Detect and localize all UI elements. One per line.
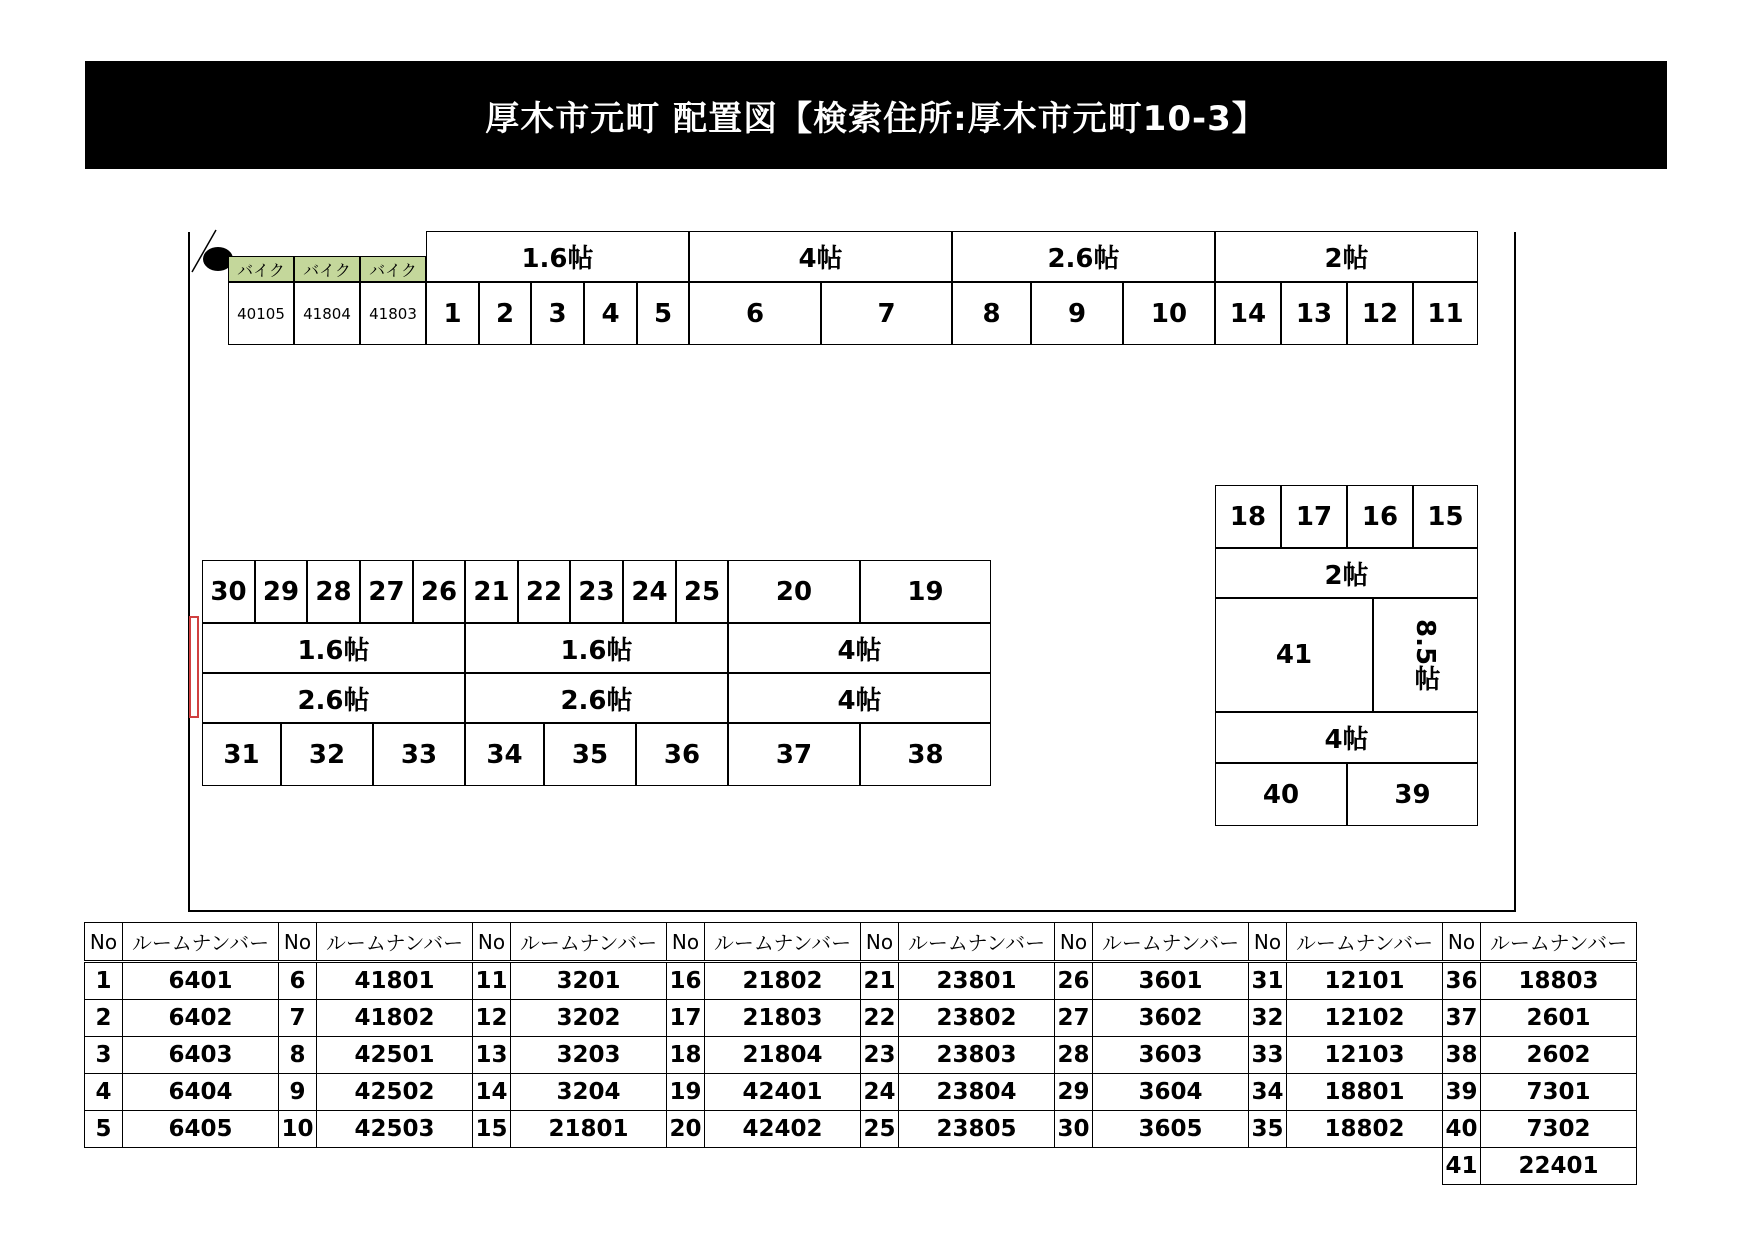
unit-cell[interactable]: 14 xyxy=(1215,282,1281,345)
table-row xyxy=(85,1000,1637,1037)
cell-no: 35 xyxy=(1249,1111,1287,1148)
cell-no: 13 xyxy=(473,1037,511,1074)
size-label: 4帖 xyxy=(1215,712,1478,763)
unit-cell[interactable]: 7 xyxy=(821,282,952,345)
cell-room-number: 7301 xyxy=(1481,1074,1637,1111)
header-room-number: ルームナンバー xyxy=(899,923,1055,962)
cell-no: 29 xyxy=(1055,1074,1093,1111)
cell-no: 27 xyxy=(1055,1000,1093,1037)
unit-cell[interactable]: 6 xyxy=(689,282,821,345)
unit-cell[interactable]: 31 xyxy=(202,723,281,786)
unit-cell[interactable]: 13 xyxy=(1281,282,1347,345)
unit-cell[interactable]: 25 xyxy=(676,560,728,623)
size-label: 2帖 xyxy=(1215,231,1478,282)
cell-no: 26 xyxy=(1055,962,1093,1000)
cell-no: 11 xyxy=(473,962,511,1000)
cell-no: 23 xyxy=(861,1037,899,1074)
cell-room-number: 41801 xyxy=(317,962,473,1000)
cell-no: 12 xyxy=(473,1000,511,1037)
unit-cell[interactable]: 40 xyxy=(1215,763,1347,826)
cell-room-number: 23803 xyxy=(899,1037,1055,1074)
cell-no: 10 xyxy=(279,1111,317,1148)
cell-room-number: 6402 xyxy=(123,1000,279,1037)
unit-cell[interactable]: 19 xyxy=(860,560,991,623)
unit-cell[interactable]: 27 xyxy=(360,560,413,623)
header-no: No xyxy=(279,923,317,962)
unit-cell[interactable]: 38 xyxy=(860,723,991,786)
unit-cell[interactable]: 15 xyxy=(1413,485,1478,548)
table-row xyxy=(85,1037,1637,1074)
cell-no: 16 xyxy=(667,962,705,1000)
page-title: 厚木市元町 配置図【検索住所:厚木市元町10-3】 xyxy=(485,98,1267,139)
unit-cell[interactable]: 35 xyxy=(544,723,636,786)
cell-room-number: 42501 xyxy=(317,1037,473,1074)
cell-room-number: 3605 xyxy=(1093,1111,1249,1148)
cell-no: 22 xyxy=(861,1000,899,1037)
cell-no: 7 xyxy=(279,1000,317,1037)
cell-no: 21 xyxy=(861,962,899,1000)
cell-room-number: 21804 xyxy=(705,1037,861,1074)
cell-room-number: 2602 xyxy=(1481,1037,1637,1074)
header-room-number: ルームナンバー xyxy=(705,923,861,962)
cell-no: 4 xyxy=(85,1074,123,1111)
bike-label: バイク xyxy=(228,256,294,282)
header-no: No xyxy=(1249,923,1287,962)
cell-room-number: 3201 xyxy=(511,962,667,1000)
unit-cell[interactable]: 32 xyxy=(281,723,373,786)
cell-no: 8 xyxy=(279,1037,317,1074)
header-room-number: ルームナンバー xyxy=(511,923,667,962)
cell-no: 2 xyxy=(85,1000,123,1037)
header-no: No xyxy=(1443,923,1481,962)
cell-room-number: 18801 xyxy=(1287,1074,1443,1111)
header-no: No xyxy=(85,923,123,962)
cell-no: 24 xyxy=(861,1074,899,1111)
cell-no: 14 xyxy=(473,1074,511,1111)
unit-cell[interactable]: 22 xyxy=(518,560,570,623)
unit-cell[interactable]: 37 xyxy=(728,723,860,786)
unit-cell[interactable]: 33 xyxy=(373,723,465,786)
cell-room-number: 18802 xyxy=(1287,1111,1443,1148)
cell-room-number: 3202 xyxy=(511,1000,667,1037)
bike-label: バイク xyxy=(294,256,360,282)
cell-room-number: 3601 xyxy=(1093,962,1249,1000)
bike-label: バイク xyxy=(360,256,426,282)
unit-cell[interactable]: 5 xyxy=(637,282,689,345)
cell-room-number: 6403 xyxy=(123,1037,279,1074)
unit-cell[interactable]: 18 xyxy=(1215,485,1281,548)
size-label: 2.6帖 xyxy=(202,673,465,723)
cell-no: 32 xyxy=(1249,1000,1287,1037)
cell-no: 37 xyxy=(1443,1000,1481,1037)
header-no: No xyxy=(667,923,705,962)
cell-no: 25 xyxy=(861,1111,899,1148)
cell-no: 36 xyxy=(1443,962,1481,1000)
cell-room-number: 18803 xyxy=(1481,962,1637,1000)
header-room-number: ルームナンバー xyxy=(1287,923,1443,962)
header-room-number: ルームナンバー xyxy=(317,923,473,962)
cell-no: 39 xyxy=(1443,1074,1481,1111)
table-row xyxy=(85,962,1637,1000)
unit-cell[interactable]: 34 xyxy=(465,723,544,786)
cell-room-number: 3602 xyxy=(1093,1000,1249,1037)
cell-room-number: 42402 xyxy=(705,1111,861,1148)
unit-cell[interactable]: 10 xyxy=(1123,282,1215,345)
unit-cell[interactable]: 3 xyxy=(531,282,584,345)
bike-number: 41804 xyxy=(294,282,360,345)
unit-cell[interactable]: 36 xyxy=(636,723,728,786)
table-row xyxy=(85,1148,1637,1185)
cell-room-number: 23805 xyxy=(899,1111,1055,1148)
unit-cell[interactable]: 8 xyxy=(952,282,1031,345)
cell-room-number: 2601 xyxy=(1481,1000,1637,1037)
cell-room-number: 23801 xyxy=(899,962,1055,1000)
unit-cell[interactable]: 9 xyxy=(1031,282,1123,345)
size-label: 4帖 xyxy=(689,231,952,282)
cell-room-number: 6401 xyxy=(123,962,279,1000)
cell-no: 40 xyxy=(1443,1111,1481,1148)
cell-room-number: 3603 xyxy=(1093,1037,1249,1074)
bike-number: 40105 xyxy=(228,282,294,345)
cell-room-number: 12101 xyxy=(1287,962,1443,1000)
size-label-vertical: 8.5帖 xyxy=(1373,598,1478,712)
unit-cell[interactable]: 41 xyxy=(1215,598,1373,712)
cell-no: 1 xyxy=(85,962,123,1000)
size-label: 1.6帖 xyxy=(426,231,689,282)
gate-marker xyxy=(189,616,199,718)
cell-room-number: 6405 xyxy=(123,1111,279,1148)
unit-cell[interactable]: 29 xyxy=(255,560,307,623)
cell-no: 6 xyxy=(279,962,317,1000)
unit-cell[interactable]: 1 xyxy=(426,282,479,345)
cell-room-number: 7302 xyxy=(1481,1111,1637,1148)
cell-room-number: 21802 xyxy=(705,962,861,1000)
unit-cell[interactable]: 12 xyxy=(1347,282,1413,345)
size-label: 1.6帖 xyxy=(465,623,728,673)
size-label: 2.6帖 xyxy=(465,673,728,723)
cell-room-number: 42401 xyxy=(705,1074,861,1111)
cell-room-number: 21801 xyxy=(511,1111,667,1148)
cell-room-number: 12102 xyxy=(1287,1000,1443,1037)
unit-cell[interactable]: 17 xyxy=(1281,485,1347,548)
size-label: 1.6帖 xyxy=(202,623,465,673)
cell-no: 9 xyxy=(279,1074,317,1111)
cell-room-number: 12103 xyxy=(1287,1037,1443,1074)
unit-cell[interactable]: 30 xyxy=(202,560,255,623)
table-row xyxy=(85,1074,1637,1111)
cell-no: 18 xyxy=(667,1037,705,1074)
cell-room-number: 22401 xyxy=(1481,1148,1637,1185)
room-number-table xyxy=(84,922,1637,1185)
cell-room-number: 42503 xyxy=(317,1111,473,1148)
size-label: 4帖 xyxy=(728,673,991,723)
unit-cell[interactable]: 20 xyxy=(728,560,860,623)
size-label: 4帖 xyxy=(728,623,991,673)
unit-cell[interactable]: 39 xyxy=(1347,763,1478,826)
unit-cell[interactable]: 23 xyxy=(570,560,623,623)
cell-room-number: 3203 xyxy=(511,1037,667,1074)
cell-room-number: 6404 xyxy=(123,1074,279,1111)
cell-no: 33 xyxy=(1249,1037,1287,1074)
cell-room-number: 42502 xyxy=(317,1074,473,1111)
cell-no: 3 xyxy=(85,1037,123,1074)
cell-no: 34 xyxy=(1249,1074,1287,1111)
cell-no: 15 xyxy=(473,1111,511,1148)
table-row xyxy=(85,1111,1637,1148)
cell-room-number: 3604 xyxy=(1093,1074,1249,1111)
bike-number: 41803 xyxy=(360,282,426,345)
cell-room-number: 23802 xyxy=(899,1000,1055,1037)
header-room-number: ルームナンバー xyxy=(123,923,279,962)
unit-cell[interactable]: 11 xyxy=(1413,282,1478,345)
size-label: 2帖 xyxy=(1215,548,1478,598)
header-room-number: ルームナンバー xyxy=(1481,923,1637,962)
cell-room-number: 3204 xyxy=(511,1074,667,1111)
header-no: No xyxy=(1055,923,1093,962)
unit-cell[interactable]: 4 xyxy=(584,282,637,345)
unit-cell[interactable]: 26 xyxy=(413,560,465,623)
header-no: No xyxy=(473,923,511,962)
cell-no: 30 xyxy=(1055,1111,1093,1148)
blank-cell xyxy=(85,1148,1443,1185)
size-label: 2.6帖 xyxy=(952,231,1215,282)
table-header-row xyxy=(85,923,1637,962)
unit-cell[interactable]: 21 xyxy=(465,560,518,623)
unit-cell[interactable]: 2 xyxy=(479,282,531,345)
cell-room-number: 23804 xyxy=(899,1074,1055,1111)
cell-room-number: 41802 xyxy=(317,1000,473,1037)
cell-no: 20 xyxy=(667,1111,705,1148)
unit-cell[interactable]: 24 xyxy=(623,560,676,623)
cell-no: 38 xyxy=(1443,1037,1481,1074)
cell-no: 31 xyxy=(1249,962,1287,1000)
cell-no: 5 xyxy=(85,1111,123,1148)
cell-room-number: 21803 xyxy=(705,1000,861,1037)
unit-cell[interactable]: 28 xyxy=(307,560,360,623)
header-no: No xyxy=(861,923,899,962)
unit-cell[interactable]: 16 xyxy=(1347,485,1413,548)
cell-no: 28 xyxy=(1055,1037,1093,1074)
cell-no: 19 xyxy=(667,1074,705,1111)
cell-no: 17 xyxy=(667,1000,705,1037)
header-room-number: ルームナンバー xyxy=(1093,923,1249,962)
title-bar xyxy=(85,61,1667,169)
cell-no: 41 xyxy=(1443,1148,1481,1185)
